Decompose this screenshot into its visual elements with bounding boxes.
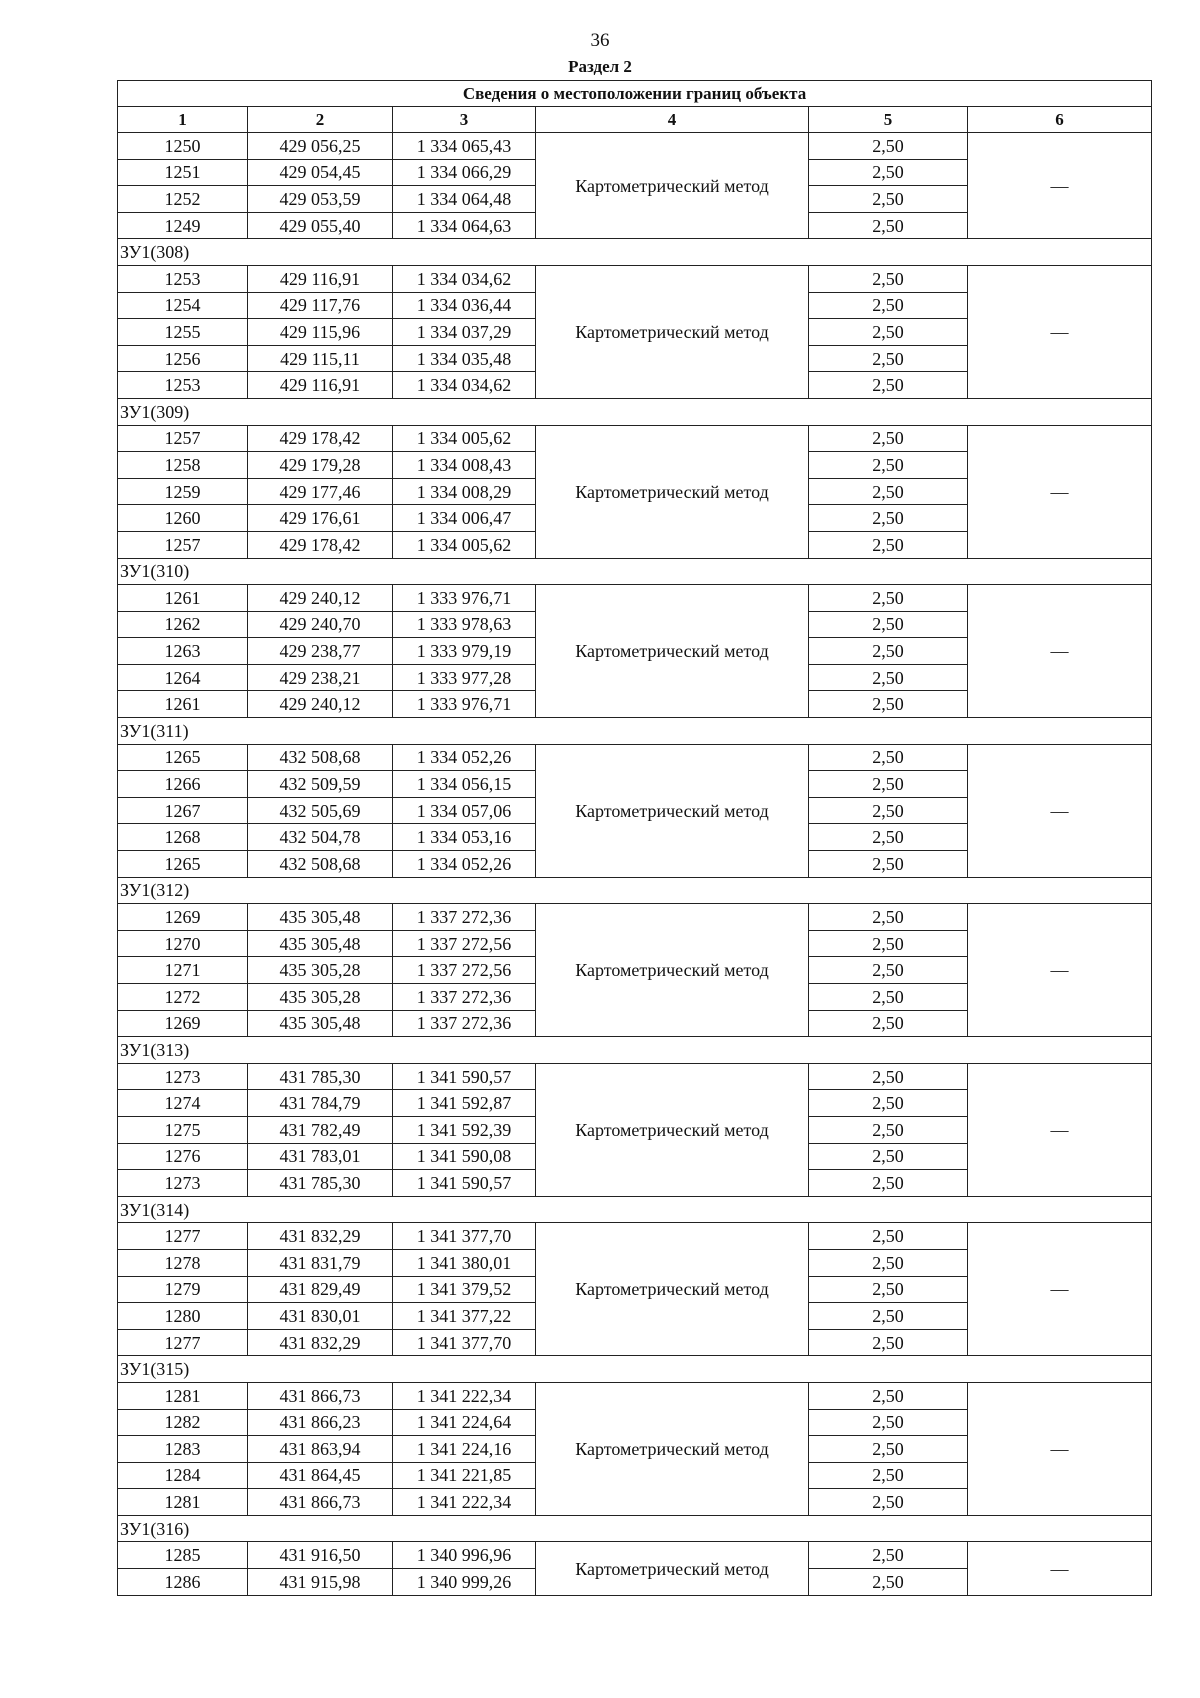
accuracy-cell: 2,50 — [809, 292, 968, 319]
table-body — [118, 81, 1152, 1596]
accuracy-cell: 2,50 — [809, 797, 968, 824]
x-coordinate-cell: 429 179,28 — [248, 452, 393, 479]
point-number-cell: 1273 — [118, 1063, 248, 1090]
y-coordinate-cell: 1 337 272,36 — [393, 1010, 536, 1037]
y-coordinate-cell: 1 337 272,56 — [393, 930, 536, 957]
y-coordinate-cell: 1 334 037,29 — [393, 319, 536, 346]
x-coordinate-cell: 432 508,68 — [248, 744, 393, 771]
group-label-row — [118, 239, 1152, 266]
column-header: 4 — [536, 107, 809, 133]
x-coordinate-cell: 429 176,61 — [248, 505, 393, 532]
point-number-cell: 1252 — [118, 186, 248, 213]
x-coordinate-cell: 431 866,23 — [248, 1409, 393, 1436]
y-coordinate-cell: 1 334 034,62 — [393, 265, 536, 292]
accuracy-cell: 2,50 — [809, 1409, 968, 1436]
accuracy-cell: 2,50 — [809, 1249, 968, 1276]
point-number-cell: 1268 — [118, 824, 248, 851]
accuracy-cell: 2,50 — [809, 1436, 968, 1463]
accuracy-cell: 2,50 — [809, 611, 968, 638]
description-cell: — — [968, 133, 1152, 239]
column-header: 2 — [248, 107, 393, 133]
accuracy-cell: 2,50 — [809, 505, 968, 532]
point-number-cell: 1263 — [118, 638, 248, 665]
accuracy-cell: 2,50 — [809, 1143, 968, 1170]
accuracy-cell: 2,50 — [809, 851, 968, 878]
y-coordinate-cell: 1 341 377,70 — [393, 1223, 536, 1250]
x-coordinate-cell: 431 832,29 — [248, 1223, 393, 1250]
accuracy-cell: 2,50 — [809, 159, 968, 186]
x-coordinate-cell: 429 177,46 — [248, 478, 393, 505]
table-row — [118, 1223, 1152, 1250]
parcel-label: ЗУ1(316) — [118, 1515, 1152, 1542]
description-cell: — — [968, 1223, 1152, 1356]
boundary-coordinates-table — [117, 80, 1152, 1596]
accuracy-cell: 2,50 — [809, 1462, 968, 1489]
x-coordinate-cell: 431 784,79 — [248, 1090, 393, 1117]
parcel-label: ЗУ1(315) — [118, 1356, 1152, 1383]
y-coordinate-cell: 1 334 036,44 — [393, 292, 536, 319]
x-coordinate-cell: 435 305,48 — [248, 1010, 393, 1037]
method-cell: Картометрический метод — [536, 1063, 809, 1196]
accuracy-cell: 2,50 — [809, 1063, 968, 1090]
parcel-label: ЗУ1(310) — [118, 558, 1152, 585]
x-coordinate-cell: 429 115,11 — [248, 345, 393, 372]
page-number: 36 — [590, 30, 610, 51]
point-number-cell: 1279 — [118, 1276, 248, 1303]
x-coordinate-cell: 431 915,98 — [248, 1569, 393, 1596]
point-number-cell: 1277 — [118, 1223, 248, 1250]
x-coordinate-cell: 432 505,69 — [248, 797, 393, 824]
table-row — [118, 1063, 1152, 1090]
point-number-cell: 1257 — [118, 425, 248, 452]
y-coordinate-cell: 1 341 590,57 — [393, 1170, 536, 1197]
y-coordinate-cell: 1 333 979,19 — [393, 638, 536, 665]
y-coordinate-cell: 1 341 222,34 — [393, 1382, 536, 1409]
description-cell: — — [968, 1063, 1152, 1196]
accuracy-cell: 2,50 — [809, 1489, 968, 1516]
accuracy-cell: 2,50 — [809, 345, 968, 372]
y-coordinate-cell: 1 334 034,62 — [393, 372, 536, 399]
accuracy-cell: 2,50 — [809, 265, 968, 292]
group-label-row — [118, 1515, 1152, 1542]
x-coordinate-cell: 429 240,12 — [248, 691, 393, 718]
x-coordinate-cell: 431 864,45 — [248, 1462, 393, 1489]
description-cell: — — [968, 1542, 1152, 1595]
x-coordinate-cell: 429 240,70 — [248, 611, 393, 638]
y-coordinate-cell: 1 341 379,52 — [393, 1276, 536, 1303]
point-number-cell: 1282 — [118, 1409, 248, 1436]
y-coordinate-cell: 1 333 977,28 — [393, 664, 536, 691]
point-number-cell: 1277 — [118, 1329, 248, 1356]
group-label-row — [118, 1356, 1152, 1383]
point-number-cell: 1258 — [118, 452, 248, 479]
x-coordinate-cell: 429 054,45 — [248, 159, 393, 186]
y-coordinate-cell: 1 333 976,71 — [393, 585, 536, 612]
point-number-cell: 1250 — [118, 133, 248, 160]
y-coordinate-cell: 1 334 066,29 — [393, 159, 536, 186]
x-coordinate-cell: 431 785,30 — [248, 1063, 393, 1090]
point-number-cell: 1269 — [118, 904, 248, 931]
accuracy-cell: 2,50 — [809, 1010, 968, 1037]
table-row — [118, 1542, 1152, 1569]
x-coordinate-cell: 431 916,50 — [248, 1542, 393, 1569]
point-number-cell: 1260 — [118, 505, 248, 532]
y-coordinate-cell: 1 341 221,85 — [393, 1462, 536, 1489]
accuracy-cell: 2,50 — [809, 1116, 968, 1143]
accuracy-cell: 2,50 — [809, 319, 968, 346]
y-coordinate-cell: 1 334 053,16 — [393, 824, 536, 851]
y-coordinate-cell: 1 340 999,26 — [393, 1569, 536, 1596]
x-coordinate-cell: 431 785,30 — [248, 1170, 393, 1197]
group-label-row — [118, 398, 1152, 425]
y-coordinate-cell: 1 341 590,57 — [393, 1063, 536, 1090]
x-coordinate-cell: 431 863,94 — [248, 1436, 393, 1463]
table-row — [118, 1382, 1152, 1409]
point-number-cell: 1257 — [118, 531, 248, 558]
x-coordinate-cell: 429 056,25 — [248, 133, 393, 160]
y-coordinate-cell: 1 333 978,63 — [393, 611, 536, 638]
y-coordinate-cell: 1 337 272,36 — [393, 984, 536, 1011]
point-number-cell: 1275 — [118, 1116, 248, 1143]
accuracy-cell: 2,50 — [809, 1276, 968, 1303]
y-coordinate-cell: 1 334 008,29 — [393, 478, 536, 505]
point-number-cell: 1253 — [118, 265, 248, 292]
accuracy-cell: 2,50 — [809, 824, 968, 851]
y-coordinate-cell: 1 334 052,26 — [393, 851, 536, 878]
accuracy-cell: 2,50 — [809, 212, 968, 239]
y-coordinate-cell: 1 341 222,34 — [393, 1489, 536, 1516]
y-coordinate-cell: 1 334 057,06 — [393, 797, 536, 824]
y-coordinate-cell: 1 333 976,71 — [393, 691, 536, 718]
x-coordinate-cell: 431 866,73 — [248, 1489, 393, 1516]
y-coordinate-cell: 1 334 052,26 — [393, 744, 536, 771]
y-coordinate-cell: 1 337 272,36 — [393, 904, 536, 931]
point-number-cell: 1280 — [118, 1303, 248, 1330]
group-label-row — [118, 877, 1152, 904]
x-coordinate-cell: 431 866,73 — [248, 1382, 393, 1409]
accuracy-cell: 2,50 — [809, 1303, 968, 1330]
description-cell: — — [968, 585, 1152, 718]
table-caption-row — [118, 81, 1152, 107]
point-number-cell: 1281 — [118, 1489, 248, 1516]
point-number-cell: 1284 — [118, 1462, 248, 1489]
description-cell: — — [968, 1382, 1152, 1515]
accuracy-cell: 2,50 — [809, 585, 968, 612]
column-header: 1 — [118, 107, 248, 133]
method-cell: Картометрический метод — [536, 1542, 809, 1595]
x-coordinate-cell: 431 783,01 — [248, 1143, 393, 1170]
y-coordinate-cell: 1 341 377,22 — [393, 1303, 536, 1330]
accuracy-cell: 2,50 — [809, 1569, 968, 1596]
y-coordinate-cell: 1 334 005,62 — [393, 531, 536, 558]
accuracy-cell: 2,50 — [809, 771, 968, 798]
point-number-cell: 1285 — [118, 1542, 248, 1569]
accuracy-cell: 2,50 — [809, 957, 968, 984]
accuracy-cell: 2,50 — [809, 1223, 968, 1250]
accuracy-cell: 2,50 — [809, 186, 968, 213]
x-coordinate-cell: 431 829,49 — [248, 1276, 393, 1303]
x-coordinate-cell: 429 178,42 — [248, 425, 393, 452]
parcel-label: ЗУ1(314) — [118, 1196, 1152, 1223]
point-number-cell: 1265 — [118, 744, 248, 771]
point-number-cell: 1251 — [118, 159, 248, 186]
description-cell: — — [968, 904, 1152, 1037]
table-row — [118, 425, 1152, 452]
accuracy-cell: 2,50 — [809, 425, 968, 452]
y-coordinate-cell: 1 341 224,16 — [393, 1436, 536, 1463]
column-header-row — [118, 107, 1152, 133]
section-title: Раздел 2 — [568, 57, 632, 76]
accuracy-cell: 2,50 — [809, 452, 968, 479]
x-coordinate-cell: 429 053,59 — [248, 186, 393, 213]
point-number-cell: 1266 — [118, 771, 248, 798]
y-coordinate-cell: 1 341 590,08 — [393, 1143, 536, 1170]
y-coordinate-cell: 1 341 592,87 — [393, 1090, 536, 1117]
x-coordinate-cell: 432 508,68 — [248, 851, 393, 878]
method-cell: Картометрический метод — [536, 744, 809, 877]
method-cell: Картометрический метод — [536, 585, 809, 718]
y-coordinate-cell: 1 341 380,01 — [393, 1249, 536, 1276]
point-number-cell: 1286 — [118, 1569, 248, 1596]
parcel-label: ЗУ1(308) — [118, 239, 1152, 266]
method-cell: Картометрический метод — [536, 265, 809, 398]
point-number-cell: 1261 — [118, 691, 248, 718]
point-number-cell: 1259 — [118, 478, 248, 505]
point-number-cell: 1278 — [118, 1249, 248, 1276]
accuracy-cell: 2,50 — [809, 904, 968, 931]
y-coordinate-cell: 1 341 224,64 — [393, 1409, 536, 1436]
accuracy-cell: 2,50 — [809, 1170, 968, 1197]
table-caption: Сведения о местоположении границ объекта — [118, 81, 1152, 107]
table-row — [118, 744, 1152, 771]
parcel-label: ЗУ1(309) — [118, 398, 1152, 425]
point-number-cell: 1283 — [118, 1436, 248, 1463]
x-coordinate-cell: 435 305,28 — [248, 957, 393, 984]
x-coordinate-cell: 429 240,12 — [248, 585, 393, 612]
point-number-cell: 1264 — [118, 664, 248, 691]
method-cell: Картометрический метод — [536, 425, 809, 558]
method-cell: Картометрический метод — [536, 133, 809, 239]
point-number-cell: 1269 — [118, 1010, 248, 1037]
point-number-cell: 1249 — [118, 212, 248, 239]
x-coordinate-cell: 429 055,40 — [248, 212, 393, 239]
y-coordinate-cell: 1 334 035,48 — [393, 345, 536, 372]
accuracy-cell: 2,50 — [809, 638, 968, 665]
x-coordinate-cell: 431 830,01 — [248, 1303, 393, 1330]
point-number-cell: 1253 — [118, 372, 248, 399]
x-coordinate-cell: 432 509,59 — [248, 771, 393, 798]
point-number-cell: 1276 — [118, 1143, 248, 1170]
y-coordinate-cell: 1 337 272,56 — [393, 957, 536, 984]
x-coordinate-cell: 431 832,29 — [248, 1329, 393, 1356]
column-header: 6 — [968, 107, 1152, 133]
point-number-cell: 1271 — [118, 957, 248, 984]
x-coordinate-cell: 429 116,91 — [248, 265, 393, 292]
accuracy-cell: 2,50 — [809, 372, 968, 399]
accuracy-cell: 2,50 — [809, 744, 968, 771]
y-coordinate-cell: 1 334 064,48 — [393, 186, 536, 213]
description-cell: — — [968, 425, 1152, 558]
group-label-row — [118, 1037, 1152, 1064]
accuracy-cell: 2,50 — [809, 1542, 968, 1569]
point-number-cell: 1254 — [118, 292, 248, 319]
point-number-cell: 1272 — [118, 984, 248, 1011]
point-number-cell: 1265 — [118, 851, 248, 878]
x-coordinate-cell: 429 238,21 — [248, 664, 393, 691]
description-cell: — — [968, 265, 1152, 398]
accuracy-cell: 2,50 — [809, 984, 968, 1011]
x-coordinate-cell: 429 178,42 — [248, 531, 393, 558]
group-label-row — [118, 1196, 1152, 1223]
x-coordinate-cell: 429 116,91 — [248, 372, 393, 399]
y-coordinate-cell: 1 334 006,47 — [393, 505, 536, 532]
x-coordinate-cell: 435 305,48 — [248, 904, 393, 931]
accuracy-cell: 2,50 — [809, 1382, 968, 1409]
y-coordinate-cell: 1 334 005,62 — [393, 425, 536, 452]
table-row — [118, 585, 1152, 612]
parcel-label: ЗУ1(311) — [118, 718, 1152, 745]
description-cell: — — [968, 744, 1152, 877]
method-cell: Картометрический метод — [536, 1223, 809, 1356]
point-number-cell: 1273 — [118, 1170, 248, 1197]
y-coordinate-cell: 1 334 056,15 — [393, 771, 536, 798]
point-number-cell: 1270 — [118, 930, 248, 957]
point-number-cell: 1262 — [118, 611, 248, 638]
x-coordinate-cell: 429 238,77 — [248, 638, 393, 665]
y-coordinate-cell: 1 340 996,96 — [393, 1542, 536, 1569]
table-row — [118, 133, 1152, 160]
x-coordinate-cell: 435 305,28 — [248, 984, 393, 1011]
accuracy-cell: 2,50 — [809, 478, 968, 505]
point-number-cell: 1274 — [118, 1090, 248, 1117]
method-cell: Картометрический метод — [536, 904, 809, 1037]
x-coordinate-cell: 431 831,79 — [248, 1249, 393, 1276]
group-label-row — [118, 558, 1152, 585]
column-header: 3 — [393, 107, 536, 133]
x-coordinate-cell: 435 305,48 — [248, 930, 393, 957]
x-coordinate-cell: 431 782,49 — [248, 1116, 393, 1143]
point-number-cell: 1256 — [118, 345, 248, 372]
y-coordinate-cell: 1 334 008,43 — [393, 452, 536, 479]
accuracy-cell: 2,50 — [809, 664, 968, 691]
table-row — [118, 904, 1152, 931]
column-header: 5 — [809, 107, 968, 133]
y-coordinate-cell: 1 334 065,43 — [393, 133, 536, 160]
x-coordinate-cell: 429 115,96 — [248, 319, 393, 346]
y-coordinate-cell: 1 341 377,70 — [393, 1329, 536, 1356]
method-cell: Картометрический метод — [536, 1382, 809, 1515]
parcel-label: ЗУ1(312) — [118, 877, 1152, 904]
accuracy-cell: 2,50 — [809, 1090, 968, 1117]
y-coordinate-cell: 1 341 592,39 — [393, 1116, 536, 1143]
y-coordinate-cell: 1 334 064,63 — [393, 212, 536, 239]
accuracy-cell: 2,50 — [809, 133, 968, 160]
table-row — [118, 265, 1152, 292]
group-label-row — [118, 718, 1152, 745]
point-number-cell: 1255 — [118, 319, 248, 346]
accuracy-cell: 2,50 — [809, 930, 968, 957]
accuracy-cell: 2,50 — [809, 1329, 968, 1356]
x-coordinate-cell: 432 504,78 — [248, 824, 393, 851]
accuracy-cell: 2,50 — [809, 531, 968, 558]
point-number-cell: 1281 — [118, 1382, 248, 1409]
parcel-label: ЗУ1(313) — [118, 1037, 1152, 1064]
point-number-cell: 1267 — [118, 797, 248, 824]
point-number-cell: 1261 — [118, 585, 248, 612]
accuracy-cell: 2,50 — [809, 691, 968, 718]
x-coordinate-cell: 429 117,76 — [248, 292, 393, 319]
